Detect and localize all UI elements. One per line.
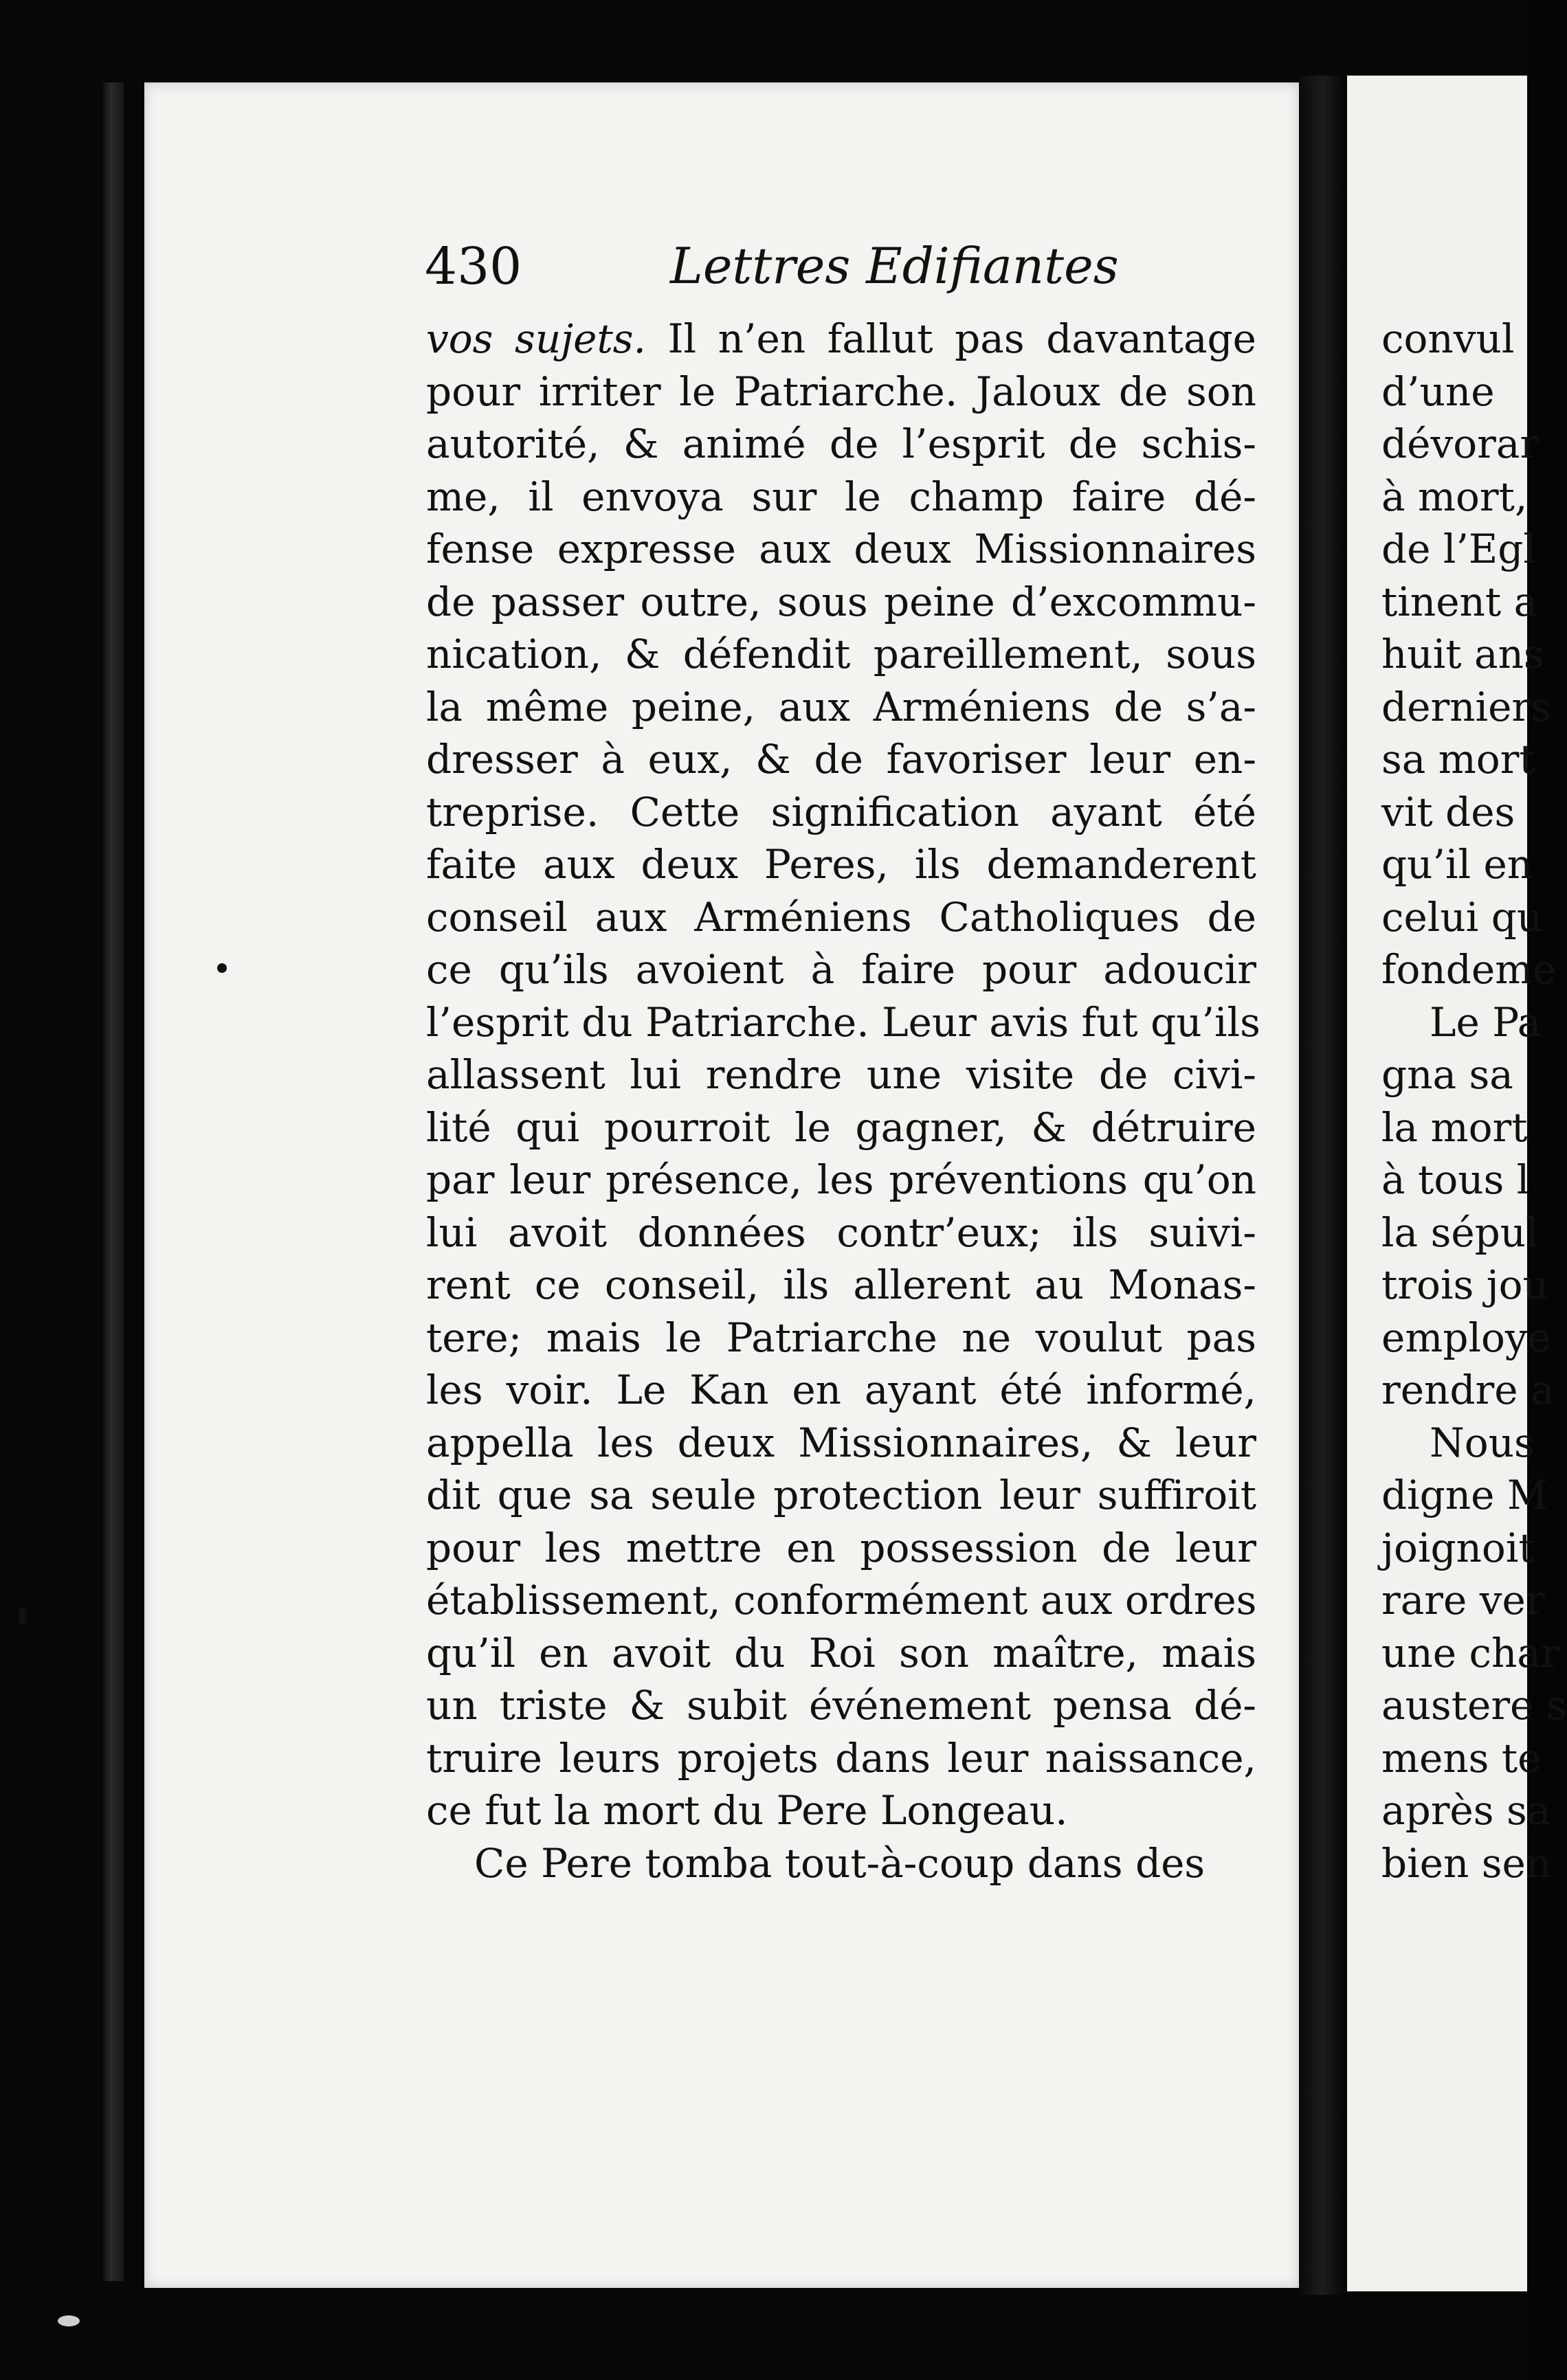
text-line: dresser à eux, & de favoriser leur en- bbox=[426, 736, 1256, 783]
facing-page-text-line: de l’Egl bbox=[1381, 526, 1536, 572]
main-text-block bbox=[426, 313, 1260, 1889]
text-line: établissement, conformément aux ordres bbox=[426, 1577, 1257, 1624]
text-line: me, il envoya sur le champ faire dé- bbox=[426, 473, 1256, 520]
text-line: Ce Pere tomba tout-à-coup dans des bbox=[474, 1839, 1205, 1887]
text-line: la même peine, aux Arméniens de s’a- bbox=[426, 683, 1256, 730]
book-gutter bbox=[1299, 76, 1347, 2295]
text-line: les voir. Le Kan en ayant été informé, bbox=[426, 1367, 1256, 1413]
running-title: Lettres Edifiantes bbox=[670, 237, 1119, 295]
text-line: treprise. Cette signification ayant été bbox=[426, 788, 1256, 835]
facing-page-text-line: huit ans bbox=[1381, 631, 1544, 677]
facing-page-text-line: à mort, bbox=[1381, 473, 1528, 520]
text-line: fense expresse aux deux Missionnaires bbox=[426, 526, 1256, 572]
facing-page-text-line: dévorar bbox=[1381, 420, 1540, 467]
text-line: pour irriter le Patriarche. Jaloux de son bbox=[426, 368, 1256, 415]
facing-page-text-line: tinent a bbox=[1381, 578, 1538, 625]
facing-page-text-line: qu’il en bbox=[1381, 841, 1533, 888]
text-line: tere; mais le Patriarche ne voulut pas bbox=[426, 1314, 1256, 1361]
scan-speck bbox=[19, 1608, 26, 1624]
facing-page-text-line: derniers bbox=[1381, 683, 1551, 730]
text-line: un triste & subit événement pensa dé- bbox=[426, 1682, 1256, 1729]
text-line: qu’il en avoit du Roi son maître, mais bbox=[426, 1629, 1256, 1676]
facing-page-text-line: la mort bbox=[1381, 1103, 1528, 1151]
text-line: de passer outre, sous peine d’excommu- bbox=[426, 578, 1256, 625]
italic-text: vos sujets. bbox=[426, 315, 646, 362]
facing-page-text-line: fondeme bbox=[1381, 946, 1557, 993]
facing-page-text-line: bien sen bbox=[1381, 1839, 1552, 1887]
facing-page-text-line: vit des bbox=[1381, 788, 1515, 835]
facing-page-text-line: à tous l bbox=[1381, 1156, 1530, 1203]
text-line: allassent lui rendre une visite de civi- bbox=[426, 1051, 1256, 1098]
facing-page-text-block bbox=[1381, 313, 1567, 1889]
facing-page-text-line: Nous bbox=[1430, 1419, 1535, 1466]
text-line: autorité, & animé de l’esprit de schis- bbox=[426, 420, 1256, 467]
text-line: faite aux deux Peres, ils demanderent bbox=[426, 841, 1256, 888]
facing-page-text-line: d’une bbox=[1381, 368, 1495, 415]
facing-page-text-line: employe bbox=[1381, 1314, 1552, 1361]
facing-page-text-line: la sépul bbox=[1381, 1209, 1539, 1256]
text-line: par leur présence, les préventions qu’on bbox=[426, 1156, 1256, 1203]
facing-page-text-line: convul bbox=[1381, 315, 1515, 362]
facing-page-text-line: rendre a bbox=[1381, 1367, 1555, 1413]
facing-page-text-line: une char bbox=[1381, 1629, 1560, 1676]
facing-page-text-line: austere s bbox=[1381, 1682, 1567, 1729]
text-line: pour les mettre en possession de leur bbox=[426, 1524, 1256, 1571]
facing-page-text-line: celui qu bbox=[1381, 893, 1543, 941]
text-line: vos sujets. Il n’en fallut pas davantage bbox=[426, 315, 1256, 362]
facing-page-text-line: gna sa bbox=[1381, 1051, 1513, 1098]
facing-page-text-line: trois jou bbox=[1381, 1261, 1548, 1308]
facing-page-text-line: mens te bbox=[1381, 1734, 1542, 1782]
text-line: lui avoit données contr’eux; ils suivi- bbox=[426, 1209, 1256, 1256]
facing-page-text-line: sa mort bbox=[1381, 736, 1535, 783]
text-line: lité qui pourroit le gagner, & détruire bbox=[426, 1103, 1256, 1151]
text-line: truire leurs projets dans leur naissance, bbox=[426, 1734, 1256, 1782]
facing-page-text-line: Le Pa bbox=[1430, 998, 1542, 1046]
book-edge bbox=[103, 82, 124, 2281]
facing-page-text-line: rare ver bbox=[1381, 1577, 1545, 1624]
text-line: conseil aux Arméniens Catholiques de bbox=[426, 893, 1256, 941]
facing-page-text-line: après sa bbox=[1381, 1787, 1551, 1834]
facing-page-text-line: joignoit bbox=[1381, 1524, 1535, 1571]
scan-speck bbox=[217, 963, 227, 973]
text-line: rent ce conseil, ils allerent au Monas- bbox=[426, 1261, 1256, 1308]
text-line: ce qu’ils avoient à faire pour adoucir bbox=[426, 946, 1256, 993]
text-line: appella les deux Missionnaires, & leur bbox=[426, 1419, 1256, 1466]
text-line: nication, & défendit pareillement, sous bbox=[426, 631, 1256, 677]
page-number: 430 bbox=[425, 237, 522, 296]
facing-page-text-line: digne M bbox=[1381, 1472, 1548, 1518]
scan-speck bbox=[58, 2315, 80, 2326]
text-line: l’esprit du Patriarche. Leur avis fut qu’ils bbox=[426, 998, 1260, 1046]
text-line: dit que sa seule protection leur suffiroit bbox=[426, 1472, 1256, 1518]
text-line: ce fut la mort du Pere Longeau. bbox=[426, 1787, 1068, 1834]
